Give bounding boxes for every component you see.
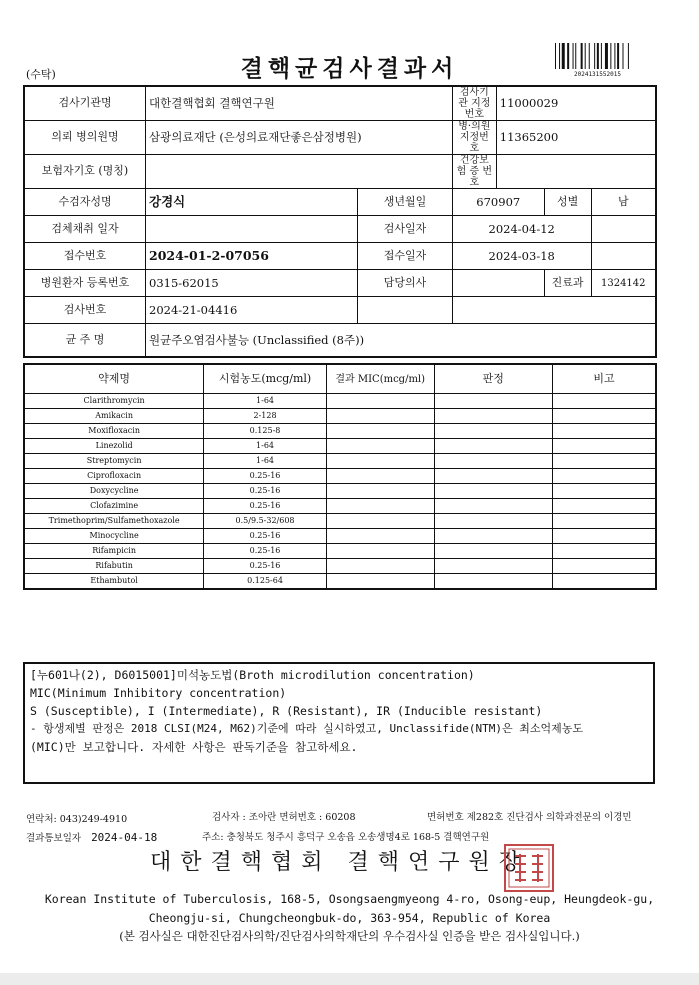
table-row [24,394,656,409]
contact-number: 연락처: 043)249-4910 [26,814,128,825]
institution-code-label: 검사기관 지정번호 [452,86,496,121]
mic-result [326,394,434,409]
report-date [26,830,157,844]
header-mic: 결과 MIC(mcg/ml) [326,364,434,394]
drug-name: Amikacin [24,409,204,424]
remark [552,544,656,559]
receipt-no-label: 접수번호 [24,243,146,270]
table-row [24,529,656,544]
drug-name: Ethambutol [24,574,204,590]
organization-name: 대한결핵협회 결핵연구원장 [150,850,530,875]
dept-value: 1324142 [591,270,656,297]
drug-name: Rifampicin [24,544,204,559]
test-concentration: 0.125-8 [204,424,327,439]
sex-value: 남 [591,189,656,216]
drug-name: Clarithromycin [24,394,204,409]
institution-label: 검사기관명 [24,86,146,121]
notes-box [23,662,655,784]
institution-value: 대한결핵협회 결핵연구원 [146,86,453,121]
collection-date-label: 검체채취 일자 [24,216,146,243]
doctor-value [452,270,544,297]
hospital-code-label: 병·의원 지정번호 [452,121,496,155]
mic-result [326,559,434,574]
received-label: (수탁) [26,68,56,81]
test-no-label: 검사번호 [24,297,146,324]
table-row [24,469,656,484]
mic-result [326,514,434,529]
page-title: 결핵균검사결과서 [240,55,459,82]
table-row [24,297,656,324]
drug-name: Minocycline [24,529,204,544]
remark [552,499,656,514]
remark [552,529,656,544]
test-concentration: 1-64 [204,394,327,409]
receipt-no-value: 2024-01-2-07056 [146,243,358,270]
hospital-value: 삼광의료재단 (은성의료재단좋은삼정병원) [146,121,453,155]
test-concentration: 0.25-16 [204,469,327,484]
test-date-label: 검사일자 [358,216,453,243]
test-concentration: 0.5/9.5-32/608 [204,514,327,529]
health-insurance-value [496,155,656,189]
test-concentration: 1-64 [204,454,327,469]
note-line: (MIC)만 보고합니다. 자세한 사항은 판독기준을 참고하세요. [30,740,358,754]
drug-susceptibility-table [23,363,657,590]
judgement [434,529,552,544]
birth-label: 생년월일 [358,189,453,216]
empty-cell [452,297,656,324]
test-concentration: 0.25-16 [204,484,327,499]
test-date-value: 2024-04-12 [452,216,591,243]
test-concentration: 2-128 [204,409,327,424]
table-row [24,439,656,454]
mic-result [326,454,434,469]
test-concentration: 0.25-16 [204,499,327,514]
judgement [434,469,552,484]
table-row [24,121,656,155]
table-header-row [24,364,656,394]
certification-note: (본 검사실은 대한진단검사의학/진단검사의학재단의 우수검사실 인증을 받은 검사실입니다.) [119,929,580,943]
note-line: - 항생제별 판정은 2018 CLSI(M24, M62)기준에 따라 실시하였고, Unclassifide(NTM)은 최소억제농도 [30,722,584,735]
drug-name: Doxycycline [24,484,204,499]
table-row [24,270,656,297]
drug-name: Ciprofloxacin [24,469,204,484]
mic-result [326,439,434,454]
drug-name: Linezolid [24,439,204,454]
test-no-value: 2024-21-04416 [146,297,358,324]
english-address [0,890,699,928]
insurance-value [146,155,453,189]
mic-result [326,409,434,424]
table-row [24,484,656,499]
judgement [434,394,552,409]
table-row [24,243,656,270]
remark [552,484,656,499]
barcode-number: 2024131552015 [574,71,621,78]
seal-stamp-icon [504,844,554,892]
drug-name: Trimethoprim/Sulfamethoxazole [24,514,204,529]
test-concentration: 0.25-16 [204,559,327,574]
collection-date-value [146,216,358,243]
report-date-value: 2024-04-18 [91,831,158,844]
table-row [24,216,656,243]
table-row [24,559,656,574]
table-row [24,514,656,529]
patient-name-value: 강경식 [146,189,358,216]
mic-result [326,574,434,590]
table-row [24,454,656,469]
drug-name: Clofazimine [24,499,204,514]
judgement [434,454,552,469]
report-date-label: 결과통보일자 [26,833,82,844]
mic-result [326,469,434,484]
drug-name: Streptomycin [24,454,204,469]
receipt-date-label: 접수일자 [358,243,453,270]
remark [552,574,656,590]
judgement [434,544,552,559]
judgement [434,484,552,499]
insurance-label: 보험자기호 (명칭) [24,155,146,189]
table-row [24,544,656,559]
hospital-label: 의뢰 병의원명 [24,121,146,155]
dept-label: 진료과 [544,270,591,297]
remark [552,409,656,424]
patient-reg-label: 병원환자 등록번호 [24,270,146,297]
empty-cell [591,216,656,243]
table-row [24,86,656,121]
note-line: MIC(Minimum Inhibitory concentration) [30,686,287,700]
remark [552,559,656,574]
table-row [24,424,656,439]
table-row [24,324,656,358]
page-bottom-band [0,973,699,985]
mic-result [326,544,434,559]
remark [552,469,656,484]
judgement [434,574,552,590]
judgement [434,424,552,439]
note-line: S (Susceptible), I (Intermediate), R (Resistant), IR (Inducible resistant) [30,704,543,718]
header-judgement: 판정 [434,364,552,394]
empty-cell [358,297,453,324]
table-row [24,409,656,424]
sex-label: 성별 [544,189,591,216]
birth-value: 670907 [452,189,544,216]
doctor-label: 담당의사 [358,270,453,297]
remark [552,439,656,454]
note-line: [누601나(2), D6015001]미석농도법(Broth microdilution concentration) [30,668,475,682]
barcode-icon [554,43,656,69]
patient-info-table [23,85,657,358]
remark [552,394,656,409]
test-concentration: 1-64 [204,439,327,454]
drug-name: Moxifloxacin [24,424,204,439]
judgement [434,409,552,424]
header-drug: 약제명 [24,364,204,394]
strain-label: 균 주 명 [24,324,146,358]
patient-reg-value: 0315-62015 [146,270,358,297]
judgement [434,439,552,454]
judgement [434,499,552,514]
table-row [24,155,656,189]
judgement [434,559,552,574]
inspector-info: 검사자 : 조아란 면허번호 : 60208 [212,812,356,823]
remark [552,424,656,439]
physician-license: 면허번호 제282호 진단검사 의학과전문의 이경민 [427,812,632,823]
judgement [434,514,552,529]
header-concentration: 시험농도(mcg/ml) [204,364,327,394]
test-concentration: 0.125-64 [204,574,327,590]
drug-name: Rifabutin [24,559,204,574]
health-insurance-label: 건강보험 증 번호 [452,155,496,189]
mic-result [326,424,434,439]
table-row [24,574,656,590]
remark [552,454,656,469]
patient-name-label: 수검자성명 [24,189,146,216]
english-address-line: Korean Institute of Tuberculosis, 168-5, Osongsaengmyeong 4-ro, Osong-eup, Heungdeok-gu, [44,892,655,906]
strain-value: 원균주오염검사불능 (Unclassified (8주)) [146,324,656,358]
mic-result [326,499,434,514]
remark [552,514,656,529]
test-concentration: 0.25-16 [204,544,327,559]
hospital-code-value: 11365200 [496,121,656,155]
mic-result [326,529,434,544]
test-concentration: 0.25-16 [204,529,327,544]
mic-result [326,484,434,499]
table-row [24,189,656,216]
lab-address: 주소: 충청북도 청주시 흥덕구 오송읍 오송생명4로 168-5 결핵연구원 [202,832,490,843]
receipt-date-value: 2024-03-18 [452,243,591,270]
institution-code-value: 11000029 [496,86,656,121]
empty-cell [591,243,656,270]
header-remark: 비고 [552,364,656,394]
english-address-line: Cheongju-si, Chungcheongbuk-do, 363-954, Republic of Korea [148,911,551,925]
table-row [24,499,656,514]
